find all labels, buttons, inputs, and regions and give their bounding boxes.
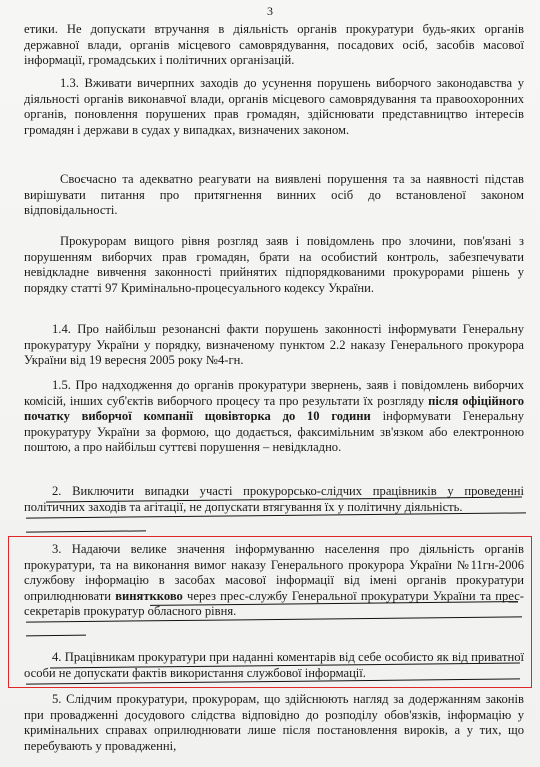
paragraph-3: [24, 542, 524, 620]
paragraph-4: 4. Працівникам прокуратури при наданні коментарів від себе особисто як від приватної особи не допускати фактів використання службової інформації.: [24, 650, 524, 680]
paragraph-2: 2. Виключити випадки участі прокурорсько-слідчих працівників у проведенні політичних заходів та агітації, не допускати втягування їх у політичну діяльність.: [24, 484, 524, 514]
paragraph-3-part-a: 3. Надаючи велике значення інформуванню населення про діяльність органів прокуратури, та на виконання вимог наказу Генерального прокурора України №11гн-2006 службову інформацію в засобах масової інформації від імені органів прокуратури оприлюднювати: [24, 542, 524, 603]
paragraph-1-5: [24, 378, 524, 456]
paragraph-3-part-b: через прес-службу Генеральної прокуратури України та прес-секретарів прокуратур обласного рівня.: [24, 588, 524, 619]
paragraph-intro: етики. Не допускати втручання в діяльність органів прокуратури будь-яких органів державної влади, органів місцевого самоврядування, посадових осіб, засобів масової інформації, громадських і політичних організацій.: [24, 22, 524, 68]
paragraph-1-5-part-a: 1.5. Про надходження до органів прокуратури звернень, заяв і повідомлень виборчих комісій, інших суб'єктів виборчого процесу та про результати їх розгляду: [24, 378, 524, 408]
paragraph-1-5-bold: після офіційного початку виборчої компанії щовівторка до 10 години: [24, 393, 525, 424]
paragraph-1-3-b: Своєчасно та адекватно реагувати на виявлені порушення та за наявності підстав вирішувати питання про притягнення винних осіб до встановленої законом відповідальності.: [24, 172, 524, 218]
page-number: 3: [267, 4, 273, 18]
paragraph-1-3: 1.3. Вживати вичерпних заходів до усунення порушень виборчого законодавства у діяльності органів виконавчої влади, органів місцевого самоврядування та правоохоронних органів, поновлення порушених прав громадян, здійснювати представництво інтересів громадян і держави в судах у випадках, визначених законом.: [24, 76, 524, 137]
paragraph-1-3-c: Прокурорам вищого рівня розгляд заяв і повідомлень про злочини, пов'язані з порушенням виборчих прав громадян, брати на особистий контроль, забезпечувати невідкладне вивчення законності прийнятих підпорядкованими прокурорами рішень у порядку статті 97 Кримінально-процесуального кодексу України.: [24, 234, 524, 295]
paragraph-1-5-part-b: інформувати Генеральну прокуратуру України за формою, що додається, факсимільним зв'язком або електронною поштою, а про найбільш суттєві порушення – невідкладно.: [24, 409, 525, 455]
handwritten-underline: [26, 530, 146, 532]
paragraph-3-bold: виняткково: [115, 588, 183, 603]
paragraph-1-4: 1.4. Про найбільш резонансні факти порушень законності інформувати Генеральну прокуратуру України у порядку, визначеному пунктом 2.2 наказу Генерального прокурора України від 19 вересня 2005 року №4-гн.: [24, 322, 524, 368]
paragraph-5: 5. Слідчим прокуратури, прокурорам, що здійснюють нагляд за додержанням законів при провадженні досудового слідства відповідно до розподілу обов'язків, інформацію у кримінальних справах оприлюднювати лише після постановлення вироків, а у тих, що перебувають у провадженні,: [24, 692, 524, 753]
